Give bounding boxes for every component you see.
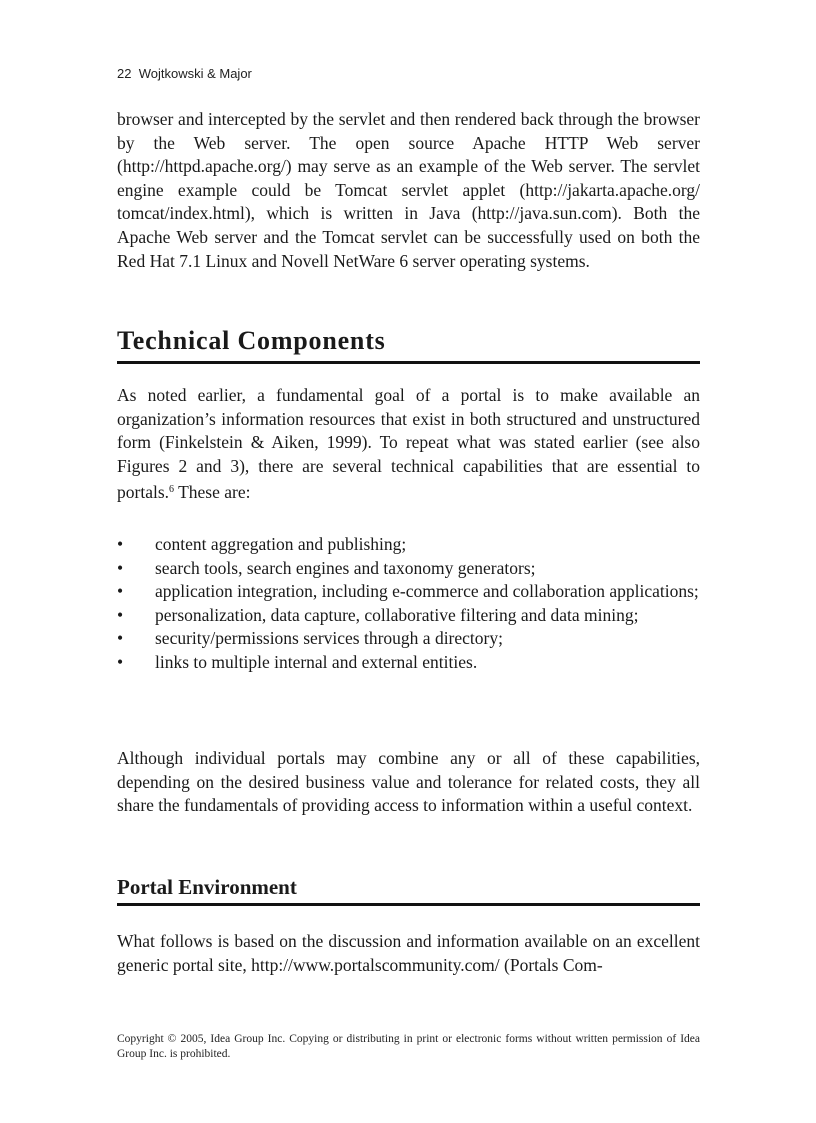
- technical-paragraph-text: As noted earlier, a fundamental goal of a portal is to make available an organization’s information resources that exist in both structured and unstructured form (Finkelstein & Aiken, 1999). To repeat what was stated earlier (see also Figures 2 and 3), there are several technical capabilities that are essential to portals.: [117, 385, 700, 503]
- list-item-text: content aggregation and publishing;: [155, 534, 407, 554]
- bullet-icon: •: [117, 628, 124, 649]
- bullet-icon: •: [117, 581, 124, 602]
- list-item: [117, 557, 700, 581]
- bullet-icon: •: [117, 604, 124, 625]
- list-item: [117, 627, 700, 651]
- intro-paragraph: browser and intercepted by the servlet and then rendered back through the browser by the Web server. The open source Apache HTTP Web server (http://httpd.apache.org/) may serve as an example of the Web server. The servlet engine example could be Tomcat servlet applet (http://jakarta.apache.org/ tomcat/index.html), which is written in Java (http://java.sun.com). Both the Apache Web server and the Tomcat servlet can be successfully used on both the Red Hat 7.1 Linux and Novell NetWare 6 server operating systems.: [117, 109, 700, 271]
- running-header: [117, 66, 252, 81]
- list-item-text: personalization, data capture, collaborative filtering and data mining;: [155, 604, 639, 625]
- list-item-text: application integration, including e-commerce and collaboration applications;: [155, 581, 699, 602]
- list-item-text: search tools, search engines and taxonomy generators;: [155, 557, 536, 578]
- bullet-icon: •: [117, 557, 124, 578]
- capabilities-list: [117, 533, 700, 675]
- section-title: Technical Components: [117, 326, 700, 364]
- list-item-text: links to multiple internal and external entities.: [155, 651, 478, 672]
- list-item: [117, 651, 700, 675]
- copyright-notice: Copyright © 2005, Idea Group Inc. Copying or distributing in print or electronic forms without written permission of Idea Group Inc. is prohibited.: [117, 1033, 700, 1060]
- portal-paragraph: What follows is based on the discussion and information available on an excellent generic portal site, http://www.portalscommunity.com/ (Portals Com-: [117, 931, 700, 975]
- list-item: [117, 580, 700, 604]
- technical-paragraph-end: These are:: [174, 482, 251, 503]
- although-paragraph: Although individual portals may combine any or all of these capabilities, depending on the desired business value and tolerance for related costs, they all share the fundamentals of providing access to information within a useful context.: [117, 748, 700, 816]
- footnote-reference[interactable]: 6: [169, 484, 175, 496]
- bullet-icon: •: [117, 534, 124, 554]
- list-item: [117, 604, 700, 628]
- running-header-authors: Wojtkowski & Major: [138, 66, 252, 81]
- subsection-title: Portal Environment: [117, 875, 700, 906]
- page-number: 22: [117, 66, 132, 81]
- list-item-text: security/permissions services through a directory;: [155, 628, 503, 649]
- technical-paragraph: [117, 384, 700, 505]
- list-item: [117, 533, 700, 557]
- bullet-icon: •: [117, 651, 124, 672]
